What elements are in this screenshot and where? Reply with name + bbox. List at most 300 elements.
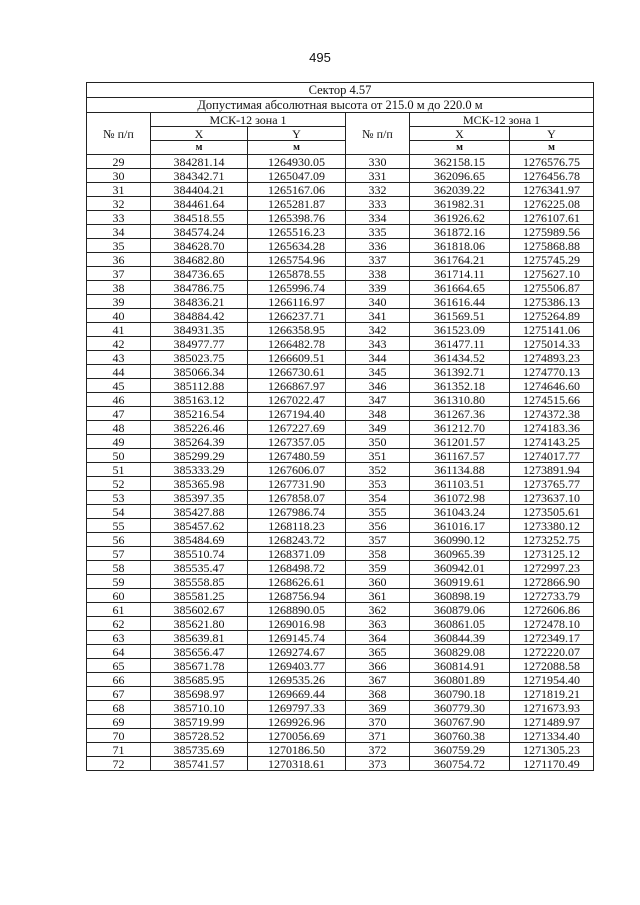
point-number-right: 347 bbox=[346, 393, 410, 407]
x-value-right: 361616.44 bbox=[410, 295, 510, 309]
x-value-right: 361352.18 bbox=[410, 379, 510, 393]
x-value-right: 360829.08 bbox=[410, 645, 510, 659]
table-row bbox=[87, 491, 594, 505]
x-value-left: 384836.21 bbox=[151, 295, 248, 309]
y-value-right: 1273125.12 bbox=[510, 547, 594, 561]
y-value-right: 1273765.77 bbox=[510, 477, 594, 491]
y-value-right: 1272088.58 bbox=[510, 659, 594, 673]
y-value-left: 1269403.77 bbox=[248, 659, 346, 673]
point-number-right: 330 bbox=[346, 155, 410, 169]
y-value-left: 1265634.28 bbox=[248, 239, 346, 253]
table-row bbox=[87, 589, 594, 603]
table-row bbox=[87, 393, 594, 407]
x-value-left: 385719.99 bbox=[151, 715, 248, 729]
x-value-right: 361872.16 bbox=[410, 225, 510, 239]
y-value-left: 1267022.47 bbox=[248, 393, 346, 407]
x-value-left: 384682.80 bbox=[151, 253, 248, 267]
table-row bbox=[87, 267, 594, 281]
table-row bbox=[87, 645, 594, 659]
x-value-right: 361818.06 bbox=[410, 239, 510, 253]
table-row bbox=[87, 701, 594, 715]
table-row bbox=[87, 351, 594, 365]
point-number-right: 373 bbox=[346, 757, 410, 771]
y-value-right: 1273891.94 bbox=[510, 463, 594, 477]
x-value-left: 385112.88 bbox=[151, 379, 248, 393]
y-value-left: 1270056.69 bbox=[248, 729, 346, 743]
point-number-right: 359 bbox=[346, 561, 410, 575]
x-value-right: 361267.36 bbox=[410, 407, 510, 421]
point-number-right: 349 bbox=[346, 421, 410, 435]
y-value-right: 1276456.78 bbox=[510, 169, 594, 183]
point-number-left: 33 bbox=[87, 211, 151, 225]
y-value-right: 1271673.93 bbox=[510, 701, 594, 715]
y-value-left: 1266116.97 bbox=[248, 295, 346, 309]
point-number-left: 51 bbox=[87, 463, 151, 477]
point-number-left: 29 bbox=[87, 155, 151, 169]
table-row bbox=[87, 757, 594, 771]
point-number-left: 35 bbox=[87, 239, 151, 253]
x-value-left: 385023.75 bbox=[151, 351, 248, 365]
y-header-left: Y bbox=[248, 127, 346, 141]
x-value-left: 385457.62 bbox=[151, 519, 248, 533]
x-value-left: 385333.29 bbox=[151, 463, 248, 477]
table-row bbox=[87, 183, 594, 197]
point-number-left: 62 bbox=[87, 617, 151, 631]
point-number-right: 361 bbox=[346, 589, 410, 603]
coordinates-table bbox=[86, 82, 594, 771]
x-value-right: 360801.89 bbox=[410, 673, 510, 687]
x-value-right: 361982.31 bbox=[410, 197, 510, 211]
point-number-right: 364 bbox=[346, 631, 410, 645]
x-value-left: 385581.25 bbox=[151, 589, 248, 603]
y-value-right: 1275745.29 bbox=[510, 253, 594, 267]
x-value-left: 385639.81 bbox=[151, 631, 248, 645]
y-value-left: 1269669.44 bbox=[248, 687, 346, 701]
x-value-left: 384736.65 bbox=[151, 267, 248, 281]
y-value-right: 1276225.08 bbox=[510, 197, 594, 211]
x-value-left: 385066.34 bbox=[151, 365, 248, 379]
x-value-left: 384518.55 bbox=[151, 211, 248, 225]
y-value-left: 1267480.59 bbox=[248, 449, 346, 463]
y-value-right: 1274893.23 bbox=[510, 351, 594, 365]
x-value-left: 384628.70 bbox=[151, 239, 248, 253]
table-row bbox=[87, 631, 594, 645]
point-number-right: 368 bbox=[346, 687, 410, 701]
x-value-right: 361016.17 bbox=[410, 519, 510, 533]
point-number-left: 69 bbox=[87, 715, 151, 729]
y-value-left: 1267731.90 bbox=[248, 477, 346, 491]
table-row bbox=[87, 295, 594, 309]
table-row bbox=[87, 449, 594, 463]
unit-x-right: м bbox=[410, 141, 510, 155]
point-number-right: 358 bbox=[346, 547, 410, 561]
point-number-right: 353 bbox=[346, 477, 410, 491]
x-header-right: X bbox=[410, 127, 510, 141]
y-value-right: 1275627.10 bbox=[510, 267, 594, 281]
y-value-left: 1267986.74 bbox=[248, 505, 346, 519]
x-value-right: 361392.71 bbox=[410, 365, 510, 379]
x-value-right: 361212.70 bbox=[410, 421, 510, 435]
y-value-right: 1274017.77 bbox=[510, 449, 594, 463]
x-value-left: 385264.39 bbox=[151, 435, 248, 449]
zone-header-right: МСК-12 зона 1 bbox=[410, 113, 594, 127]
y-value-right: 1275141.06 bbox=[510, 323, 594, 337]
x-value-left: 385427.88 bbox=[151, 505, 248, 519]
table-row bbox=[87, 239, 594, 253]
y-value-right: 1276341.97 bbox=[510, 183, 594, 197]
point-number-right: 371 bbox=[346, 729, 410, 743]
table-row bbox=[87, 407, 594, 421]
y-value-left: 1269926.96 bbox=[248, 715, 346, 729]
y-value-right: 1275868.88 bbox=[510, 239, 594, 253]
point-number-left: 48 bbox=[87, 421, 151, 435]
y-value-left: 1267606.07 bbox=[248, 463, 346, 477]
y-value-right: 1271305.23 bbox=[510, 743, 594, 757]
x-value-left: 385163.12 bbox=[151, 393, 248, 407]
x-value-left: 385397.35 bbox=[151, 491, 248, 505]
table-row bbox=[87, 617, 594, 631]
point-number-left: 55 bbox=[87, 519, 151, 533]
y-value-right: 1273380.12 bbox=[510, 519, 594, 533]
y-value-right: 1272220.07 bbox=[510, 645, 594, 659]
point-number-right: 336 bbox=[346, 239, 410, 253]
x-value-right: 361103.51 bbox=[410, 477, 510, 491]
table-row bbox=[87, 547, 594, 561]
num-header-left: № п/п bbox=[87, 113, 151, 155]
y-header-right: Y bbox=[510, 127, 594, 141]
point-number-right: 331 bbox=[346, 169, 410, 183]
table-row bbox=[87, 323, 594, 337]
y-value-right: 1272349.17 bbox=[510, 631, 594, 645]
point-number-right: 342 bbox=[346, 323, 410, 337]
table-row bbox=[87, 365, 594, 379]
table-row bbox=[87, 253, 594, 267]
y-value-right: 1275506.87 bbox=[510, 281, 594, 295]
point-number-left: 31 bbox=[87, 183, 151, 197]
point-number-right: 357 bbox=[346, 533, 410, 547]
point-number-right: 363 bbox=[346, 617, 410, 631]
point-number-right: 372 bbox=[346, 743, 410, 757]
point-number-right: 346 bbox=[346, 379, 410, 393]
x-value-right: 362039.22 bbox=[410, 183, 510, 197]
y-value-left: 1264930.05 bbox=[248, 155, 346, 169]
x-value-left: 385656.47 bbox=[151, 645, 248, 659]
point-number-left: 49 bbox=[87, 435, 151, 449]
point-number-left: 43 bbox=[87, 351, 151, 365]
y-value-right: 1274143.25 bbox=[510, 435, 594, 449]
point-number-left: 72 bbox=[87, 757, 151, 771]
x-value-right: 361664.65 bbox=[410, 281, 510, 295]
y-value-right: 1273505.61 bbox=[510, 505, 594, 519]
table-row bbox=[87, 715, 594, 729]
x-value-right: 361714.11 bbox=[410, 267, 510, 281]
x-value-left: 385558.85 bbox=[151, 575, 248, 589]
table-row bbox=[87, 211, 594, 225]
page-number: 495 bbox=[309, 50, 331, 65]
table-row bbox=[87, 225, 594, 239]
y-value-right: 1271954.40 bbox=[510, 673, 594, 687]
x-value-right: 360779.30 bbox=[410, 701, 510, 715]
x-value-right: 361134.88 bbox=[410, 463, 510, 477]
x-value-left: 385741.57 bbox=[151, 757, 248, 771]
point-number-left: 36 bbox=[87, 253, 151, 267]
point-number-left: 54 bbox=[87, 505, 151, 519]
y-value-left: 1268890.05 bbox=[248, 603, 346, 617]
point-number-left: 46 bbox=[87, 393, 151, 407]
table-row bbox=[87, 281, 594, 295]
point-number-right: 366 bbox=[346, 659, 410, 673]
point-number-left: 67 bbox=[87, 687, 151, 701]
table-header bbox=[87, 83, 594, 155]
x-value-left: 384404.21 bbox=[151, 183, 248, 197]
x-value-left: 384574.24 bbox=[151, 225, 248, 239]
y-value-right: 1276576.75 bbox=[510, 155, 594, 169]
y-value-left: 1267858.07 bbox=[248, 491, 346, 505]
x-value-right: 362096.65 bbox=[410, 169, 510, 183]
point-number-right: 367 bbox=[346, 673, 410, 687]
x-value-right: 360760.38 bbox=[410, 729, 510, 743]
y-value-right: 1275264.89 bbox=[510, 309, 594, 323]
x-value-left: 385728.52 bbox=[151, 729, 248, 743]
table-row bbox=[87, 561, 594, 575]
x-value-right: 360879.06 bbox=[410, 603, 510, 617]
unit-x-left: м bbox=[151, 141, 248, 155]
x-value-right: 361926.62 bbox=[410, 211, 510, 225]
x-value-right: 360861.05 bbox=[410, 617, 510, 631]
y-value-right: 1272478.10 bbox=[510, 617, 594, 631]
x-value-right: 360814.91 bbox=[410, 659, 510, 673]
x-value-left: 385535.47 bbox=[151, 561, 248, 575]
point-number-right: 337 bbox=[346, 253, 410, 267]
point-number-right: 356 bbox=[346, 519, 410, 533]
table-row bbox=[87, 421, 594, 435]
point-number-right: 348 bbox=[346, 407, 410, 421]
y-value-left: 1268756.94 bbox=[248, 589, 346, 603]
x-value-left: 385698.97 bbox=[151, 687, 248, 701]
y-value-left: 1266482.78 bbox=[248, 337, 346, 351]
x-value-left: 385299.29 bbox=[151, 449, 248, 463]
x-value-left: 384342.71 bbox=[151, 169, 248, 183]
x-value-right: 362158.15 bbox=[410, 155, 510, 169]
y-value-right: 1274770.13 bbox=[510, 365, 594, 379]
point-number-right: 354 bbox=[346, 491, 410, 505]
y-value-left: 1267357.05 bbox=[248, 435, 346, 449]
x-value-right: 361523.09 bbox=[410, 323, 510, 337]
x-value-right: 360759.29 bbox=[410, 743, 510, 757]
x-value-right: 361167.57 bbox=[410, 449, 510, 463]
table-row bbox=[87, 337, 594, 351]
point-number-left: 39 bbox=[87, 295, 151, 309]
point-number-right: 369 bbox=[346, 701, 410, 715]
x-header-left: X bbox=[151, 127, 248, 141]
point-number-left: 42 bbox=[87, 337, 151, 351]
x-value-left: 385710.10 bbox=[151, 701, 248, 715]
table-row bbox=[87, 435, 594, 449]
table-row bbox=[87, 197, 594, 211]
point-number-left: 44 bbox=[87, 365, 151, 379]
y-value-right: 1275989.56 bbox=[510, 225, 594, 239]
y-value-left: 1269797.33 bbox=[248, 701, 346, 715]
y-value-left: 1266609.51 bbox=[248, 351, 346, 365]
point-number-left: 60 bbox=[87, 589, 151, 603]
point-number-right: 344 bbox=[346, 351, 410, 365]
y-value-right: 1275014.33 bbox=[510, 337, 594, 351]
zone-header-left: МСК-12 зона 1 bbox=[151, 113, 346, 127]
x-value-left: 384977.77 bbox=[151, 337, 248, 351]
x-value-left: 385602.67 bbox=[151, 603, 248, 617]
y-value-right: 1273637.10 bbox=[510, 491, 594, 505]
point-number-left: 64 bbox=[87, 645, 151, 659]
height-range: Допустимая абсолютная высота от 215.0 м до 220.0 м bbox=[87, 98, 594, 113]
y-value-left: 1268118.23 bbox=[248, 519, 346, 533]
table-row bbox=[87, 729, 594, 743]
point-number-right: 360 bbox=[346, 575, 410, 589]
point-number-right: 365 bbox=[346, 645, 410, 659]
x-value-left: 384786.75 bbox=[151, 281, 248, 295]
y-value-right: 1274183.36 bbox=[510, 421, 594, 435]
x-value-left: 384884.42 bbox=[151, 309, 248, 323]
x-value-left: 385621.80 bbox=[151, 617, 248, 631]
table-body bbox=[87, 155, 594, 771]
y-value-right: 1276107.61 bbox=[510, 211, 594, 225]
x-value-right: 361569.51 bbox=[410, 309, 510, 323]
point-number-left: 70 bbox=[87, 729, 151, 743]
y-value-left: 1269274.67 bbox=[248, 645, 346, 659]
x-value-right: 361477.11 bbox=[410, 337, 510, 351]
point-number-left: 41 bbox=[87, 323, 151, 337]
y-value-left: 1269535.26 bbox=[248, 673, 346, 687]
x-value-right: 361072.98 bbox=[410, 491, 510, 505]
y-value-right: 1272997.23 bbox=[510, 561, 594, 575]
y-value-left: 1270318.61 bbox=[248, 757, 346, 771]
point-number-right: 335 bbox=[346, 225, 410, 239]
point-number-left: 47 bbox=[87, 407, 151, 421]
table-row bbox=[87, 743, 594, 757]
point-number-left: 32 bbox=[87, 197, 151, 211]
x-value-left: 385685.95 bbox=[151, 673, 248, 687]
x-value-left: 385216.54 bbox=[151, 407, 248, 421]
y-value-right: 1272866.90 bbox=[510, 575, 594, 589]
y-value-left: 1269016.98 bbox=[248, 617, 346, 631]
table-row bbox=[87, 659, 594, 673]
point-number-left: 38 bbox=[87, 281, 151, 295]
unit-y-left: м bbox=[248, 141, 346, 155]
x-value-right: 361434.52 bbox=[410, 351, 510, 365]
y-value-left: 1265878.55 bbox=[248, 267, 346, 281]
point-number-left: 30 bbox=[87, 169, 151, 183]
x-value-right: 361764.21 bbox=[410, 253, 510, 267]
y-value-right: 1274515.66 bbox=[510, 393, 594, 407]
point-number-left: 53 bbox=[87, 491, 151, 505]
y-value-left: 1266358.95 bbox=[248, 323, 346, 337]
point-number-left: 45 bbox=[87, 379, 151, 393]
y-value-left: 1266730.61 bbox=[248, 365, 346, 379]
point-number-left: 52 bbox=[87, 477, 151, 491]
y-value-left: 1267227.69 bbox=[248, 421, 346, 435]
y-value-left: 1268243.72 bbox=[248, 533, 346, 547]
x-value-left: 385671.78 bbox=[151, 659, 248, 673]
table-row bbox=[87, 673, 594, 687]
point-number-right: 332 bbox=[346, 183, 410, 197]
y-value-right: 1271489.97 bbox=[510, 715, 594, 729]
y-value-right: 1272733.79 bbox=[510, 589, 594, 603]
point-number-left: 71 bbox=[87, 743, 151, 757]
table-row bbox=[87, 309, 594, 323]
y-value-right: 1271170.49 bbox=[510, 757, 594, 771]
y-value-left: 1268626.61 bbox=[248, 575, 346, 589]
table-row bbox=[87, 603, 594, 617]
point-number-left: 50 bbox=[87, 449, 151, 463]
y-value-left: 1265167.06 bbox=[248, 183, 346, 197]
x-value-right: 361201.57 bbox=[410, 435, 510, 449]
table-row bbox=[87, 575, 594, 589]
y-value-right: 1272606.86 bbox=[510, 603, 594, 617]
x-value-right: 360790.18 bbox=[410, 687, 510, 701]
x-value-right: 361310.80 bbox=[410, 393, 510, 407]
table-row bbox=[87, 155, 594, 169]
point-number-right: 345 bbox=[346, 365, 410, 379]
y-value-left: 1270186.50 bbox=[248, 743, 346, 757]
x-value-right: 361043.24 bbox=[410, 505, 510, 519]
point-number-left: 68 bbox=[87, 701, 151, 715]
table-row bbox=[87, 169, 594, 183]
table-row bbox=[87, 519, 594, 533]
y-value-left: 1266237.71 bbox=[248, 309, 346, 323]
y-value-right: 1275386.13 bbox=[510, 295, 594, 309]
x-value-right: 360898.19 bbox=[410, 589, 510, 603]
x-value-left: 385735.69 bbox=[151, 743, 248, 757]
y-value-left: 1268498.72 bbox=[248, 561, 346, 575]
point-number-right: 340 bbox=[346, 295, 410, 309]
point-number-left: 34 bbox=[87, 225, 151, 239]
point-number-left: 57 bbox=[87, 547, 151, 561]
point-number-right: 333 bbox=[346, 197, 410, 211]
x-value-right: 360754.72 bbox=[410, 757, 510, 771]
point-number-left: 61 bbox=[87, 603, 151, 617]
unit-y-right: м bbox=[510, 141, 594, 155]
point-number-right: 362 bbox=[346, 603, 410, 617]
point-number-right: 334 bbox=[346, 211, 410, 225]
table-row bbox=[87, 505, 594, 519]
point-number-left: 56 bbox=[87, 533, 151, 547]
x-value-left: 385226.46 bbox=[151, 421, 248, 435]
sector-title: Сектор 4.57 bbox=[87, 83, 594, 98]
x-value-left: 385484.69 bbox=[151, 533, 248, 547]
point-number-left: 40 bbox=[87, 309, 151, 323]
point-number-left: 59 bbox=[87, 575, 151, 589]
point-number-left: 66 bbox=[87, 673, 151, 687]
x-value-left: 384461.64 bbox=[151, 197, 248, 211]
point-number-left: 58 bbox=[87, 561, 151, 575]
table-row bbox=[87, 477, 594, 491]
y-value-right: 1274372.38 bbox=[510, 407, 594, 421]
y-value-left: 1265516.23 bbox=[248, 225, 346, 239]
point-number-right: 339 bbox=[346, 281, 410, 295]
y-value-left: 1265281.87 bbox=[248, 197, 346, 211]
x-value-left: 385365.98 bbox=[151, 477, 248, 491]
y-value-right: 1274646.60 bbox=[510, 379, 594, 393]
x-value-left: 384281.14 bbox=[151, 155, 248, 169]
point-number-right: 352 bbox=[346, 463, 410, 477]
point-number-right: 370 bbox=[346, 715, 410, 729]
point-number-right: 350 bbox=[346, 435, 410, 449]
point-number-right: 355 bbox=[346, 505, 410, 519]
y-value-left: 1267194.40 bbox=[248, 407, 346, 421]
point-number-left: 63 bbox=[87, 631, 151, 645]
point-number-left: 37 bbox=[87, 267, 151, 281]
x-value-right: 360942.01 bbox=[410, 561, 510, 575]
point-number-right: 351 bbox=[346, 449, 410, 463]
